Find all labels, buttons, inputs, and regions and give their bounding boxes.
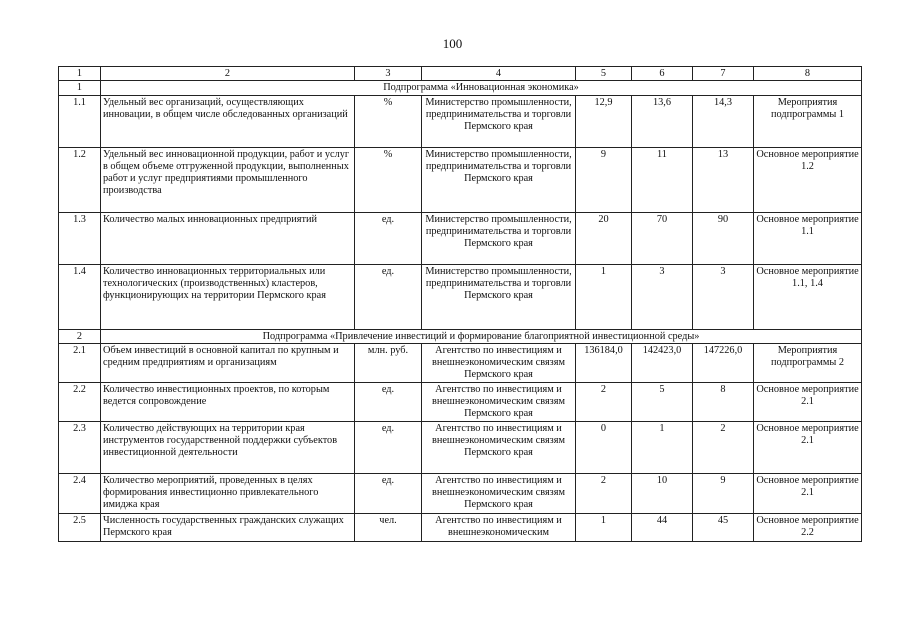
value-col6: 44 — [632, 513, 693, 541]
unit: ед. — [355, 264, 422, 329]
event: Основное мероприятие 1.1, 1.4 — [754, 264, 862, 329]
value-col5: 0 — [576, 421, 632, 473]
value-col5: 9 — [576, 147, 632, 212]
value-col6: 13,6 — [632, 95, 693, 147]
row-number: 2.4 — [59, 473, 101, 513]
indicator-name: Удельный вес инновационной продукции, работ и услуг в общем объеме отгруженной продукции, выполненных работ и услуг предприятиями промышленного производства — [101, 147, 355, 212]
indicator-name: Удельный вес организаций, осуществляющих инновации, в общем числе обследованных организаций — [101, 95, 355, 147]
table-row — [59, 343, 862, 382]
section-number: 1 — [59, 81, 101, 95]
indicator-name: Объем инвестиций в основной капитал по крупным и средним предприятиям и организациям — [101, 343, 355, 382]
table-row — [59, 264, 862, 329]
indicators-table — [58, 66, 862, 542]
value-col6: 1 — [632, 421, 693, 473]
event: Основное мероприятие 2.1 — [754, 473, 862, 513]
unit: чел. — [355, 513, 422, 541]
unit: млн. руб. — [355, 343, 422, 382]
column-header: 1 — [59, 67, 101, 81]
value-col5: 1 — [576, 264, 632, 329]
indicator-name: Количество инновационных территориальных или технологических (производственных) кластеров, функционирующих на территории Пермского края — [101, 264, 355, 329]
value-col5: 2 — [576, 473, 632, 513]
unit: ед. — [355, 421, 422, 473]
unit: ед. — [355, 382, 422, 421]
responsible-agency: Министерство промышленности, предпринимательства и торговли Пермского края — [422, 212, 576, 264]
indicator-name: Количество инвестиционных проектов, по которым ведется сопровождение — [101, 382, 355, 421]
table-row — [59, 147, 862, 212]
table-row — [59, 513, 862, 541]
row-number: 2.5 — [59, 513, 101, 541]
indicator-name: Количество малых инновационных предприятий — [101, 212, 355, 264]
event: Мероприятия подпрограммы 1 — [754, 95, 862, 147]
value-col7: 45 — [693, 513, 754, 541]
value-col6: 10 — [632, 473, 693, 513]
value-col7: 8 — [693, 382, 754, 421]
value-col7: 90 — [693, 212, 754, 264]
indicator-name: Численность государственных гражданских служащих Пермского края — [101, 513, 355, 541]
event: Основное мероприятие 2.1 — [754, 421, 862, 473]
column-header: 6 — [632, 67, 693, 81]
row-number: 2.1 — [59, 343, 101, 382]
section-number: 2 — [59, 329, 101, 343]
row-number: 2.2 — [59, 382, 101, 421]
row-number: 1.1 — [59, 95, 101, 147]
column-header: 4 — [422, 67, 576, 81]
value-col7: 147226,0 — [693, 343, 754, 382]
section-title: Подпрограмма «Привлечение инвестиций и формирование благоприятной инвестиционной среды» — [101, 329, 862, 343]
value-col5: 12,9 — [576, 95, 632, 147]
value-col6: 142423,0 — [632, 343, 693, 382]
value-col5: 2 — [576, 382, 632, 421]
responsible-agency: Агентство по инвестициям и внешнеэкономическим — [422, 513, 576, 541]
value-col7: 14,3 — [693, 95, 754, 147]
value-col7: 2 — [693, 421, 754, 473]
column-header: 8 — [754, 67, 862, 81]
responsible-agency: Агентство по инвестициям и внешнеэкономическим связям Пермского края — [422, 382, 576, 421]
responsible-agency: Агентство по инвестициям и внешнеэкономическим связям Пермского края — [422, 343, 576, 382]
column-header: 5 — [576, 67, 632, 81]
table-row — [59, 421, 862, 473]
responsible-agency: Министерство промышленности, предпринимательства и торговли Пермского края — [422, 264, 576, 329]
row-number: 1.4 — [59, 264, 101, 329]
value-col6: 70 — [632, 212, 693, 264]
unit: ед. — [355, 473, 422, 513]
responsible-agency: Министерство промышленности, предпринимательства и торговли Пермского края — [422, 95, 576, 147]
value-col7: 3 — [693, 264, 754, 329]
event: Мероприятия подпрограммы 2 — [754, 343, 862, 382]
responsible-agency: Агентство по инвестициям и внешнеэкономическим связям Пермского края — [422, 421, 576, 473]
indicator-name: Количество мероприятий, проведенных в целях формирования инвестиционно привлекательного имиджа края — [101, 473, 355, 513]
value-col7: 13 — [693, 147, 754, 212]
column-header: 7 — [693, 67, 754, 81]
event: Основное мероприятие 1.1 — [754, 212, 862, 264]
section-row — [59, 81, 862, 95]
table-row — [59, 95, 862, 147]
section-row — [59, 329, 862, 343]
value-col6: 5 — [632, 382, 693, 421]
event: Основное мероприятие 2.2 — [754, 513, 862, 541]
value-col5: 20 — [576, 212, 632, 264]
table-row — [59, 212, 862, 264]
responsible-agency: Министерство промышленности, предпринимательства и торговли Пермского края — [422, 147, 576, 212]
indicator-name: Количество действующих на территории края инструментов государственной поддержки субъектов инвестиционной деятельности — [101, 421, 355, 473]
value-col6: 11 — [632, 147, 693, 212]
unit: % — [355, 95, 422, 147]
row-number: 1.3 — [59, 212, 101, 264]
value-col7: 9 — [693, 473, 754, 513]
column-header: 2 — [101, 67, 355, 81]
event: Основное мероприятие 1.2 — [754, 147, 862, 212]
table-row — [59, 473, 862, 513]
unit: % — [355, 147, 422, 212]
responsible-agency: Агентство по инвестициям и внешнеэкономическим связям Пермского края — [422, 473, 576, 513]
row-number: 2.3 — [59, 421, 101, 473]
section-title: Подпрограмма «Инновационная экономика» — [101, 81, 862, 95]
event: Основное мероприятие 2.1 — [754, 382, 862, 421]
column-number-row — [59, 67, 862, 81]
table-row — [59, 382, 862, 421]
value-col6: 3 — [632, 264, 693, 329]
row-number: 1.2 — [59, 147, 101, 212]
value-col5: 136184,0 — [576, 343, 632, 382]
unit: ед. — [355, 212, 422, 264]
column-header: 3 — [355, 67, 422, 81]
page-number: 100 — [442, 36, 463, 51]
value-col5: 1 — [576, 513, 632, 541]
